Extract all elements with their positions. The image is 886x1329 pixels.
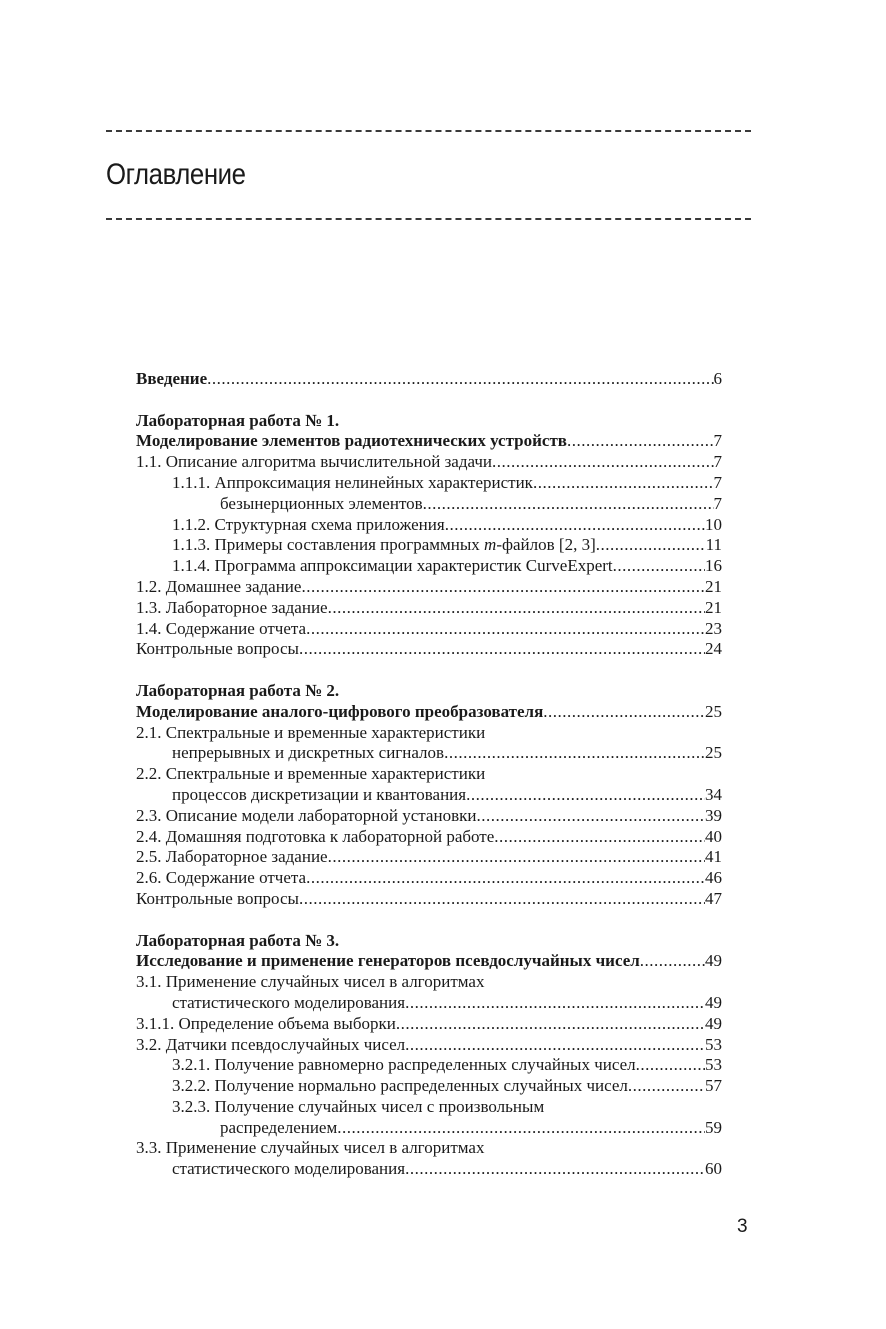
lab-title-text: Моделирование элементов радиотехнических устройств xyxy=(136,431,567,451)
toc-entry[interactable] xyxy=(136,806,722,827)
toc-entry[interactable] xyxy=(136,1159,722,1180)
top-dashed-rule xyxy=(106,130,751,132)
dot-leader xyxy=(494,827,705,848)
dot-leader xyxy=(640,951,705,972)
dot-leader xyxy=(301,577,705,598)
toc-entry[interactable] xyxy=(136,847,722,868)
toc-entry[interactable] xyxy=(136,889,722,910)
toc-entry[interactable] xyxy=(136,452,722,473)
dot-leader xyxy=(396,1014,705,1035)
dot-leader xyxy=(405,993,705,1014)
dot-leader xyxy=(306,868,705,889)
toc-page-number: 21 xyxy=(705,597,722,617)
toc-entry[interactable] xyxy=(136,473,722,494)
toc-entry[interactable] xyxy=(136,556,722,577)
toc-page-number: 53 xyxy=(705,1055,722,1075)
toc-entry-text: процессов дискретизации и квантования xyxy=(172,784,467,804)
dot-leader xyxy=(613,556,705,577)
toc-entry[interactable] xyxy=(136,1076,722,1097)
lab3-heading xyxy=(136,931,722,952)
toc-entry[interactable] xyxy=(136,598,722,619)
toc-entry[interactable] xyxy=(136,868,722,889)
toc-entry-text: 1.1.1. Аппроксимация нелинейных характеристик xyxy=(172,472,533,492)
dot-leader xyxy=(423,494,714,515)
lab2-title[interactable] xyxy=(136,702,722,723)
lab-title-text: Моделирование аналого-цифрового преобразователя xyxy=(136,701,544,721)
toc-entry[interactable] xyxy=(136,972,722,993)
toc-entry-text: Контрольные вопросы xyxy=(136,888,299,908)
toc-entry[interactable] xyxy=(136,1118,722,1139)
toc-entry[interactable] xyxy=(136,1014,722,1035)
toc-page-number: 24 xyxy=(705,639,722,659)
bottom-dashed-rule xyxy=(106,218,751,220)
toc-entry[interactable] xyxy=(136,639,722,660)
toc-entry-text: Введение xyxy=(136,369,208,388)
toc-entry[interactable] xyxy=(136,723,722,744)
toc-page-number: 23 xyxy=(705,618,722,638)
toc-entry-text: непрерывных и дискретных сигналов xyxy=(172,743,445,763)
dot-leader xyxy=(533,473,714,494)
toc-entry-text: 1.1.3. Примеры составления программных m-файлов [2, 3] xyxy=(172,535,596,555)
toc-entry-text: 3.2.2. Получение нормально распределенных случайных чисел xyxy=(172,1076,628,1096)
dot-leader xyxy=(476,806,705,827)
toc-page-number: 46 xyxy=(705,868,722,888)
toc-page-number: 49 xyxy=(705,992,722,1012)
toc-page-number: 39 xyxy=(705,805,722,825)
toc-entry-text: 2.6. Содержание отчета xyxy=(136,868,307,888)
dot-leader xyxy=(636,1055,705,1076)
toc-entry-text: 1.1.2. Структурная схема приложения xyxy=(172,514,445,534)
toc-entry-text: 1.1.4. Программа аппроксимации характеристик CurveExpert xyxy=(172,556,613,576)
toc-page-number: 11 xyxy=(705,535,722,555)
toc-page-number: 40 xyxy=(705,826,722,846)
toc-entry[interactable] xyxy=(136,993,722,1014)
toc-page-number: 16 xyxy=(705,556,722,576)
toc-entry[interactable] xyxy=(136,1055,722,1076)
dot-leader xyxy=(328,847,705,868)
toc-entry-text: распределением xyxy=(220,1117,338,1137)
lab1-title[interactable] xyxy=(136,431,722,452)
toc-entry-text: безынерционных элементов xyxy=(220,493,423,513)
toc-entry-text: 1.3. Лабораторное задание xyxy=(136,597,328,617)
dot-leader xyxy=(207,369,713,390)
toc-entry[interactable] xyxy=(136,1035,722,1056)
toc-entry-text: 1.4. Содержание отчета xyxy=(136,618,307,638)
toc-page-number: 25 xyxy=(705,743,722,763)
toc-page-number: 57 xyxy=(705,1076,722,1096)
table-of-contents xyxy=(136,369,722,1180)
toc-entry-text: 2.1. Спектральные и временные характеристики xyxy=(136,722,486,742)
dot-leader xyxy=(444,743,705,764)
toc-entry[interactable] xyxy=(136,785,722,806)
toc-page-number: 59 xyxy=(705,1117,722,1137)
toc-page-number: 60 xyxy=(705,1159,722,1179)
toc-page-number: 7 xyxy=(713,452,722,472)
dot-leader xyxy=(445,515,705,536)
toc-entry-text: 3.1. Применение случайных чисел в алгоритмах xyxy=(136,972,485,992)
toc-page-number: 49 xyxy=(705,1013,722,1033)
toc-entry-text: 1.2. Домашнее задание xyxy=(136,576,302,596)
dot-leader xyxy=(405,1035,705,1056)
toc-entry[interactable] xyxy=(136,1138,722,1159)
toc-entry[interactable] xyxy=(136,743,722,764)
toc-entry[interactable] xyxy=(136,619,722,640)
dot-leader xyxy=(567,431,714,452)
toc-page-number: 53 xyxy=(705,1034,722,1054)
toc-entry-text: 3.2.1. Получение равномерно распределенных случайных чисел xyxy=(172,1055,636,1075)
toc-page-number: 7 xyxy=(713,472,722,492)
toc-entry-text: Контрольные вопросы xyxy=(136,639,299,659)
toc-entry-text: 3.3. Применение случайных чисел в алгоритмах xyxy=(136,1138,485,1158)
page-title: Оглавление xyxy=(106,158,246,191)
lab-heading-text: Лабораторная работа № 1. xyxy=(136,410,340,430)
toc-entry-text: статистического моделирования xyxy=(172,1159,406,1179)
toc-entry[interactable] xyxy=(136,1097,722,1118)
lab3-title[interactable] xyxy=(136,951,722,972)
lab-title-text: Исследование и применение генераторов псевдослучайных чисел xyxy=(136,951,640,971)
toc-page-number: 21 xyxy=(705,576,722,596)
lab2-heading xyxy=(136,681,722,702)
dot-leader xyxy=(405,1159,705,1180)
toc-page-number: 25 xyxy=(705,701,722,721)
dot-leader xyxy=(328,598,705,619)
toc-entry[interactable] xyxy=(136,827,722,848)
page-number: 3 xyxy=(737,1216,748,1237)
toc-page-number: 7 xyxy=(713,493,722,513)
toc-page-number: 47 xyxy=(705,888,722,908)
toc-page-number: 10 xyxy=(705,514,722,534)
toc-entry-text: 2.4. Домашняя подготовка к лабораторной работе xyxy=(136,826,495,846)
toc-entry-text: 1.1. Описание алгоритма вычислительной задачи xyxy=(136,452,493,472)
toc-entry-text: 3.1.1. Определение объема выборки xyxy=(136,1013,396,1033)
dot-leader xyxy=(306,619,705,640)
dot-leader xyxy=(628,1076,705,1097)
dot-leader xyxy=(466,785,705,806)
toc-entry-intro[interactable] xyxy=(136,369,722,390)
toc-entry-text: 2.2. Спектральные и временные характеристики xyxy=(136,764,486,784)
toc-entry-text: 2.3. Описание модели лабораторной установки xyxy=(136,805,477,825)
dot-leader xyxy=(492,452,713,473)
toc-entry[interactable] xyxy=(136,535,722,556)
toc-page-number: 49 xyxy=(705,951,722,971)
toc-page-number: 7 xyxy=(713,431,722,451)
dot-leader xyxy=(543,702,705,723)
toc-entry-text: 2.5. Лабораторное задание xyxy=(136,847,328,867)
toc-entry[interactable] xyxy=(136,577,722,598)
toc-entry[interactable] xyxy=(136,494,722,515)
toc-page-number: 6 xyxy=(713,369,722,388)
dot-leader xyxy=(596,535,706,556)
dot-leader xyxy=(299,639,705,660)
lab-heading-text: Лабораторная работа № 2. xyxy=(136,680,340,700)
toc-entry-text: 3.2. Датчики псевдослучайных чисел xyxy=(136,1034,406,1054)
dot-leader xyxy=(337,1118,705,1139)
toc-page-number: 41 xyxy=(705,847,722,867)
toc-entry[interactable] xyxy=(136,764,722,785)
toc-entry-text: статистического моделирования xyxy=(172,992,406,1012)
dot-leader xyxy=(299,889,705,910)
lab1-heading xyxy=(136,411,722,432)
lab-heading-text: Лабораторная работа № 3. xyxy=(136,930,340,950)
toc-entry-text: 3.2.3. Получение случайных чисел с произвольным xyxy=(172,1096,545,1116)
toc-page-number: 34 xyxy=(705,784,722,804)
toc-entry[interactable] xyxy=(136,515,722,536)
